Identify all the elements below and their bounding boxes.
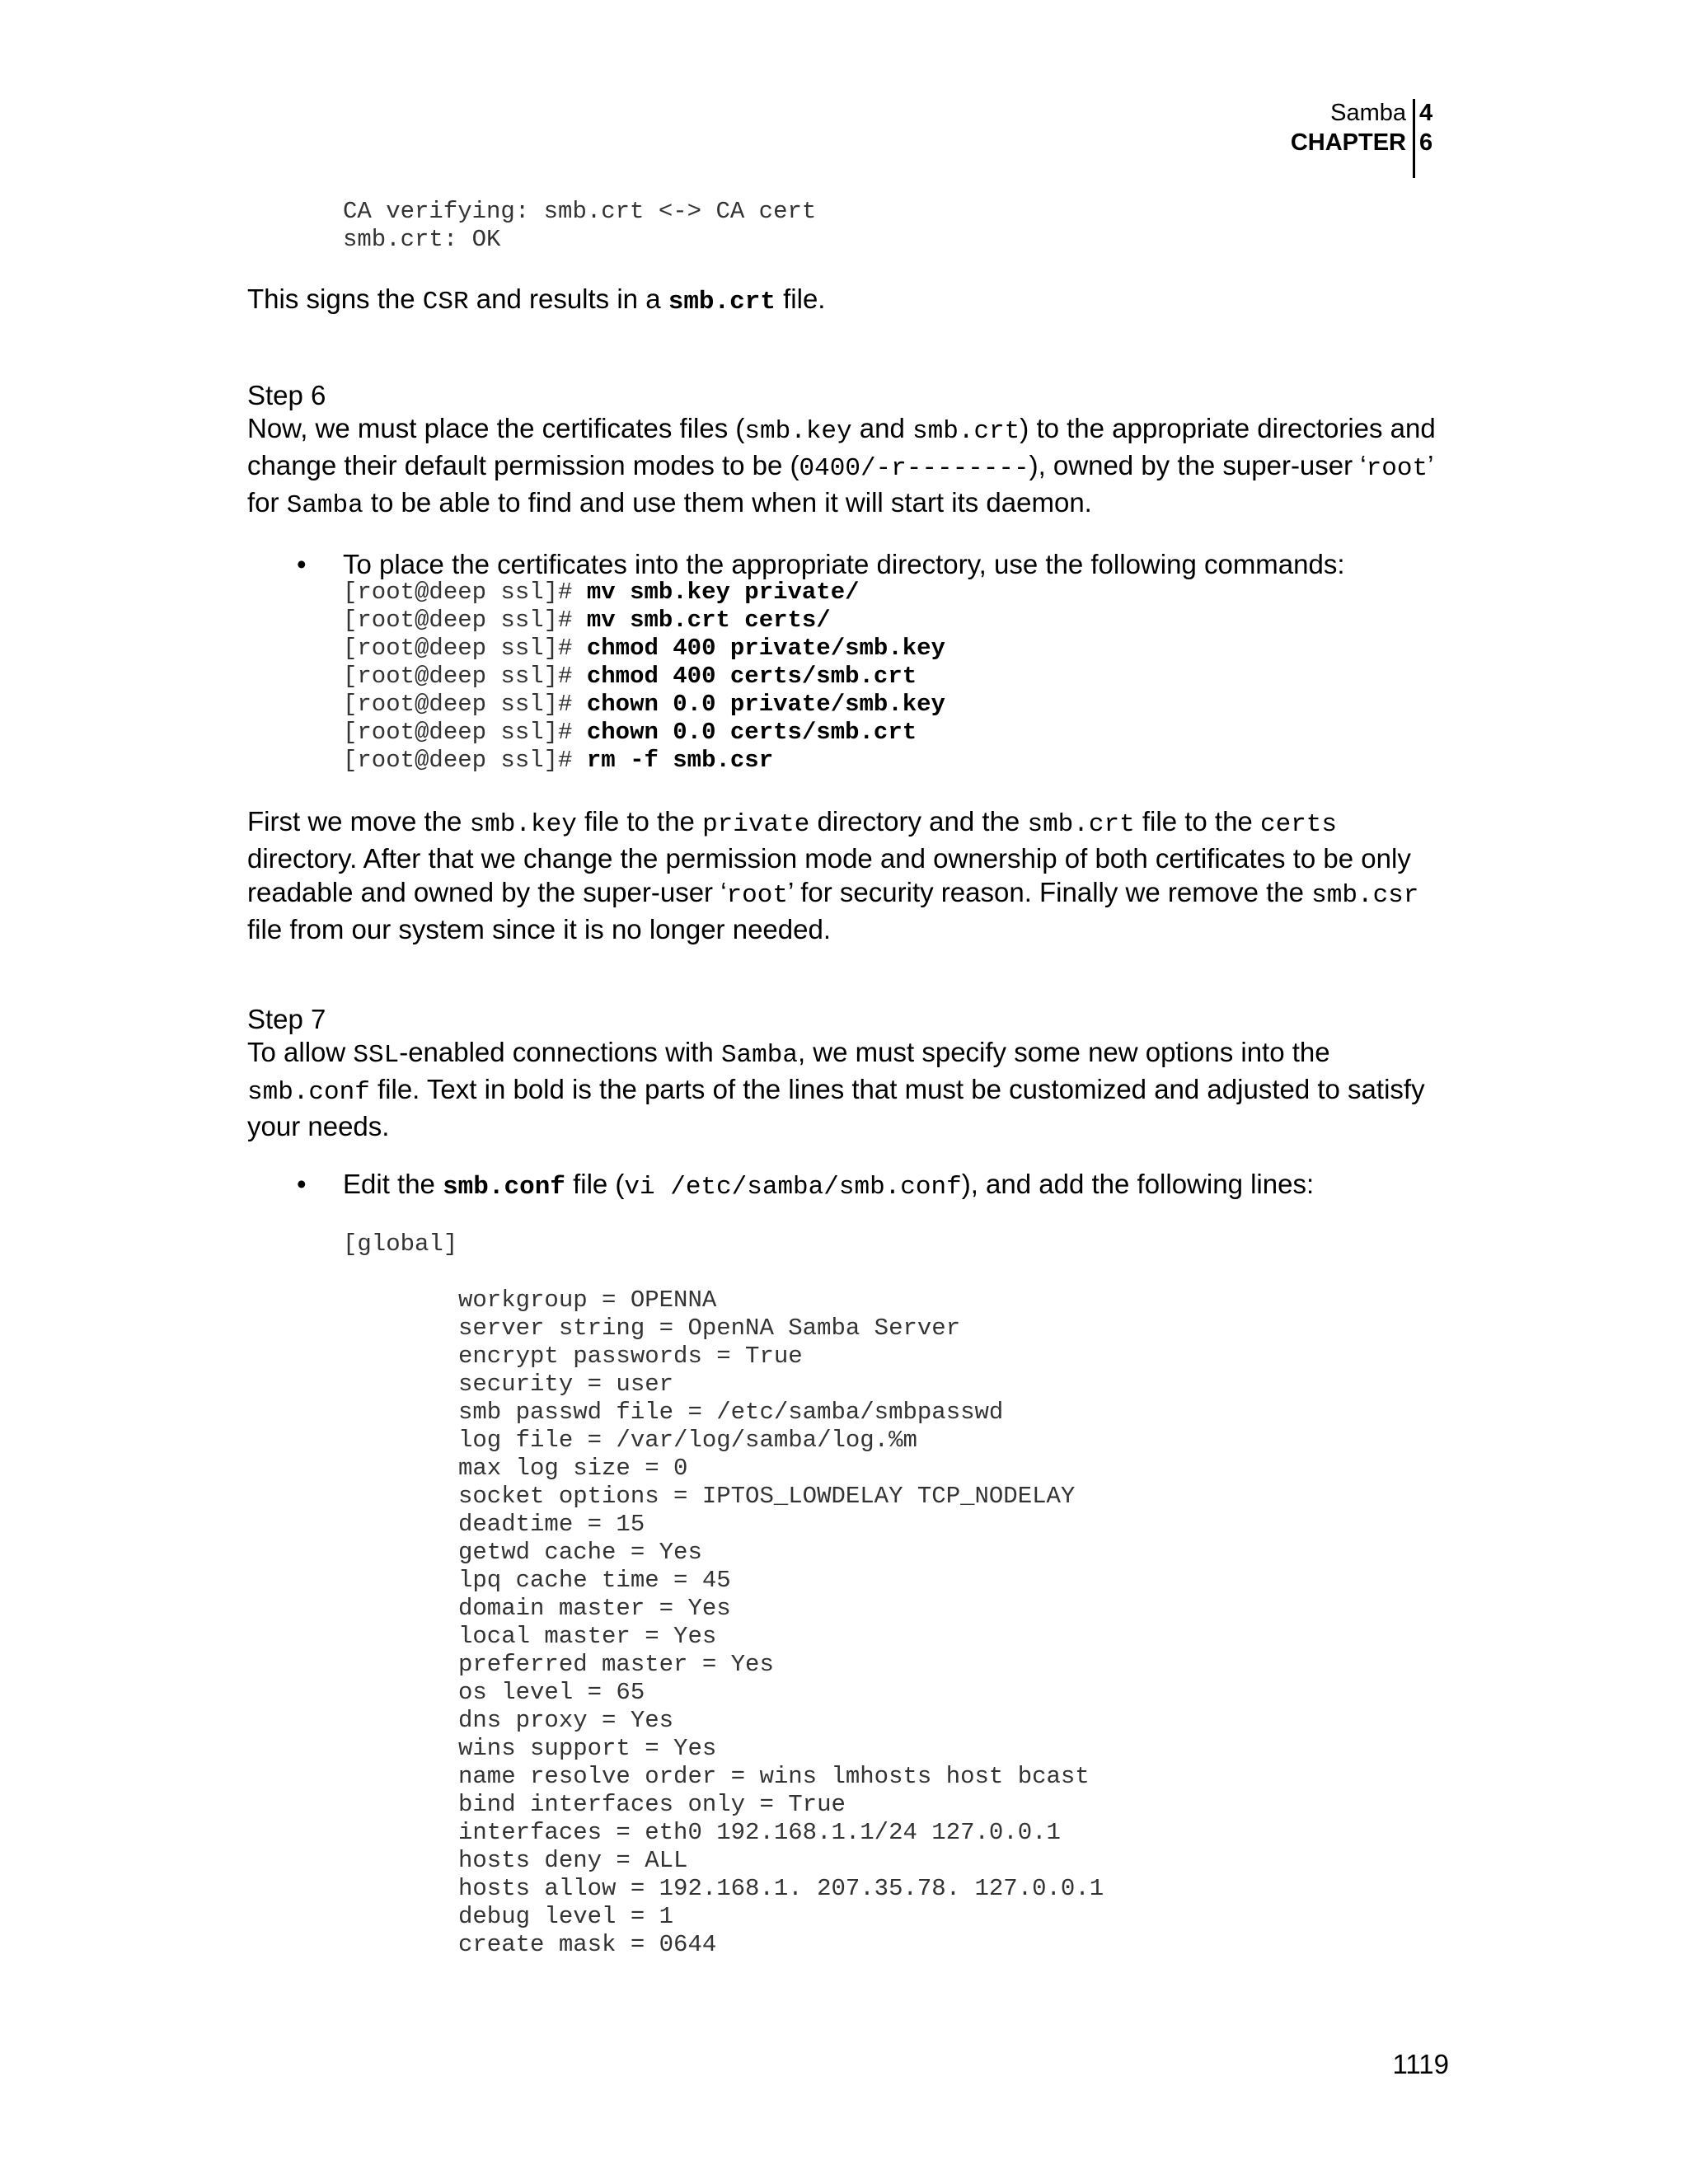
shell-command: chown 0.0 certs/smb.crt (586, 719, 917, 746)
text-run: file ( (565, 1169, 625, 1199)
code-run: smb.crt (912, 417, 1020, 446)
config-block (458, 1286, 1104, 1959)
config-line: hosts deny = ALL (458, 1847, 688, 1874)
page-number: 1119 (1392, 2049, 1449, 2079)
config-line: lpq cache time = 45 (458, 1567, 731, 1594)
config-line: getwd cache = Yes (458, 1539, 702, 1566)
shell-command: rm -f smb.csr (586, 747, 774, 774)
shell-command: chmod 400 certs/smb.crt (586, 663, 917, 690)
step6-heading: Step 6 (247, 380, 326, 410)
config-line: preferred master = Yes (458, 1651, 774, 1678)
code-run: smb.conf (443, 1173, 565, 1202)
text-run: ), owned by the super-user ‘ (1029, 450, 1367, 480)
code-run: Samba (286, 491, 363, 520)
config-line: socket options = IPTOS_LOWDELAY TCP_NODELAY (458, 1483, 1076, 1510)
code-run: smb.conf (247, 1078, 370, 1107)
text-run: file. Text in bold is the parts of the lines that must be customized and adjusted to satisfy your needs. (247, 1074, 1425, 1141)
header-chapter-number: 6 (1419, 129, 1433, 156)
shell-command: chown 0.0 private/smb.key (586, 691, 945, 718)
config-line: dns proxy = Yes (458, 1707, 674, 1734)
text-run: file to the (1134, 806, 1260, 837)
text-run: and results in a (468, 284, 668, 314)
config-section-header: [global] (343, 1230, 458, 1258)
config-line: hosts allow = 192.168.1. 207.35.78. 127.0.0.1 (458, 1875, 1104, 1902)
code-run: certs (1259, 810, 1337, 839)
shell-prompt: [root@deep ssl]# (343, 663, 587, 690)
code-run: root (726, 881, 788, 910)
text-run: ), and add the following lines: (961, 1169, 1315, 1199)
text-run: Now, we must place the certificates files ( (247, 413, 745, 443)
header-part-number: 4 (1419, 100, 1433, 126)
command-line (343, 607, 945, 635)
text-run: file to the (576, 806, 703, 837)
code-run: smb.key (469, 810, 577, 839)
header-chapter-label: CHAPTER (1290, 129, 1406, 156)
text-run: ’ for security reason. Finally we remove the (787, 877, 1312, 907)
command-line (343, 579, 945, 607)
shell-prompt: [root@deep ssl]# (343, 747, 587, 774)
config-line: domain master = Yes (458, 1595, 731, 1622)
config-line: max log size = 0 (458, 1455, 688, 1482)
code-run: CSR (422, 288, 469, 316)
step7-bullet-text (343, 1167, 1456, 1204)
config-line: encrypt passwords = True (458, 1343, 803, 1370)
config-line: security = user (458, 1371, 674, 1398)
header-divider (1413, 99, 1415, 178)
text-run: and (851, 413, 913, 443)
ca-verify-line: CA verifying: smb.crt <-> CA cert (343, 198, 817, 225)
config-line: bind interfaces only = True (458, 1791, 846, 1818)
config-line: workgroup = OPENNA (458, 1286, 717, 1314)
code-run: private (702, 810, 810, 839)
bullet-icon: • (297, 1169, 307, 1199)
text-run: ) to the appropriate directories and change their default permission modes to be ( (247, 413, 1436, 480)
config-line: log file = /var/log/samba/log.%m (458, 1427, 917, 1454)
code-run: Samba (720, 1041, 798, 1070)
config-line: deadtime = 15 (458, 1511, 645, 1538)
code-run: 0400/-r-------- (799, 454, 1029, 483)
shell-prompt: [root@deep ssl]# (343, 719, 587, 746)
command-line (343, 691, 945, 719)
text-run: ’ for (247, 450, 1433, 518)
config-line: smb passwd file = /etc/samba/smbpasswd (458, 1399, 1004, 1426)
bullet-icon: • (297, 549, 307, 579)
text-run: First we move the (247, 806, 470, 837)
config-line: local master = Yes (458, 1623, 717, 1650)
running-header (1236, 96, 1442, 175)
shell-prompt: [root@deep ssl]# (343, 635, 587, 662)
code-run: root (1366, 454, 1428, 483)
shell-command: mv smb.crt certs/ (586, 607, 831, 634)
config-line: debug level = 1 (458, 1903, 674, 1930)
header-title: Samba (1330, 100, 1406, 126)
ca-verify-line: smb.crt: OK (343, 226, 501, 253)
step7-heading: Step 7 (247, 1004, 326, 1034)
config-line: server string = OpenNA Samba Server (458, 1315, 961, 1342)
command-line (343, 663, 945, 691)
text-run: to be able to find and use them when it will start its daemon. (363, 487, 1092, 518)
text-run: This signs the (247, 284, 423, 314)
code-run: smb.csr (1311, 881, 1419, 910)
shell-prompt: [root@deep ssl]# (343, 607, 587, 634)
text-run: , we must specify some new options into the (797, 1037, 1330, 1067)
config-line: name resolve order = wins lmhosts host bcast (458, 1763, 1090, 1790)
shell-prompt: [root@deep ssl]# (343, 579, 587, 606)
shell-command: chmod 400 private/smb.key (586, 635, 945, 662)
text-run: file. (775, 284, 826, 314)
text-run: To allow (247, 1037, 354, 1067)
step6-paragraph (247, 411, 1451, 523)
config-line: interfaces = eth0 192.168.1.1/24 127.0.0.1 (458, 1819, 1061, 1846)
command-line (343, 747, 945, 775)
config-line: os level = 65 (458, 1679, 645, 1706)
text-run: -enabled connections with (399, 1037, 721, 1067)
ca-verify-output (343, 198, 816, 254)
code-run: smb.key (744, 417, 852, 446)
signs-paragraph (247, 282, 1451, 319)
config-line: create mask = 0644 (458, 1931, 717, 1958)
move-paragraph (247, 804, 1451, 946)
shell-prompt: [root@deep ssl]# (343, 691, 587, 718)
code-run: smb.crt (1027, 810, 1135, 839)
config-line: wins support = Yes (458, 1735, 717, 1762)
shell-command: mv smb.key private/ (586, 579, 860, 606)
code-run: vi /etc/samba/smb.conf (624, 1173, 962, 1202)
code-run: smb.crt (668, 288, 776, 316)
step6-bullet-text: To place the certificates into the appropriate directory, use the following commands: (343, 549, 1345, 579)
command-line (343, 719, 945, 747)
text-run: directory. After that we change the permission mode and ownership of both certificates to be only readable and owned by the super-user ‘ (247, 843, 1411, 907)
code-run: SSL (353, 1041, 400, 1070)
command-block (343, 579, 945, 775)
command-line (343, 635, 945, 663)
text-run: Edit the (343, 1169, 443, 1199)
text-run: directory and the (809, 806, 1028, 837)
step7-paragraph (247, 1035, 1451, 1143)
text-run: file from our system since it is no longer needed. (247, 914, 832, 944)
